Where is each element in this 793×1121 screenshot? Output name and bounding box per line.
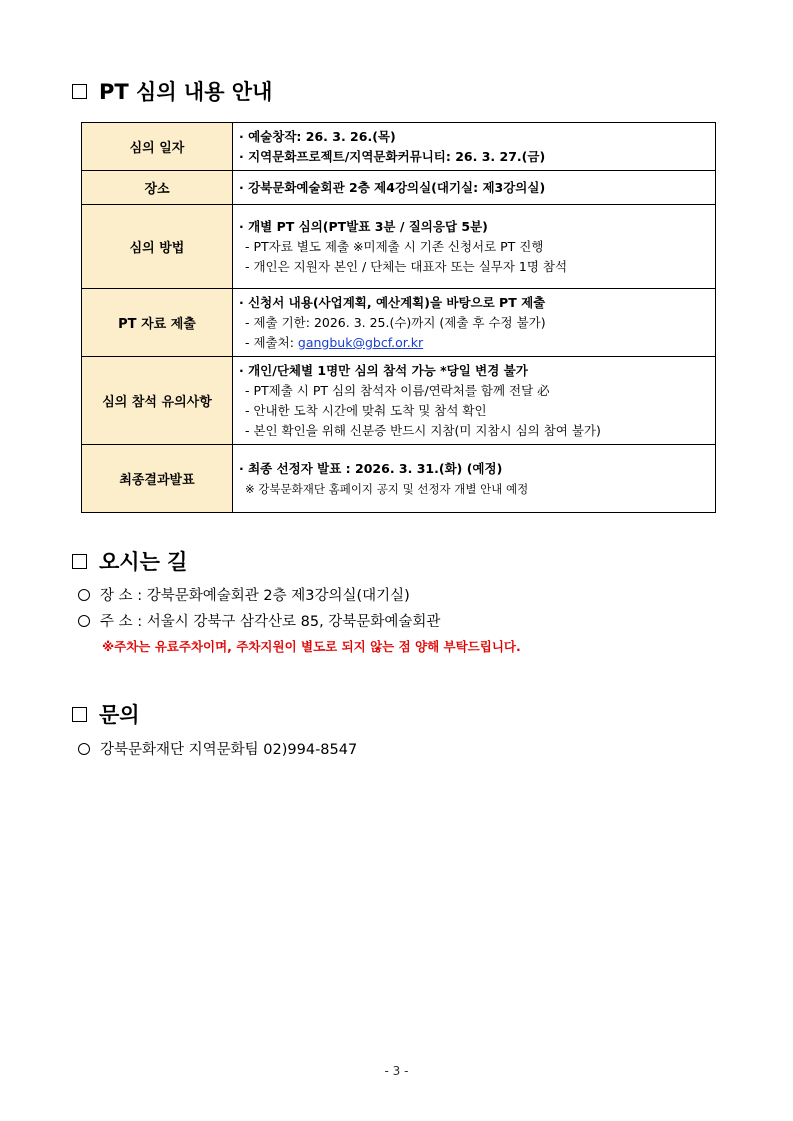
row-label: 장소 — [82, 171, 233, 205]
content-line: · 지역문화프로젝트/지역문화커뮤니티: 26. 3. 27.(금) — [239, 149, 546, 164]
content-line: ※ 강북문화재단 홈페이지 공지 및 선정자 개별 안내 예정 — [245, 482, 529, 496]
email-prefix: - 제출처: — [245, 335, 298, 350]
contact-line — [78, 738, 357, 759]
parking-notice: ※주차는 유료주차이며, 주차지원이 별도로 되지 않는 점 양해 부탁드립니다. — [102, 639, 521, 654]
content-line: - 본인 확인을 위해 신분증 반드시 지참(미 지참시 심의 참여 불가) — [245, 423, 601, 438]
content-line: - PT제출 시 PT 심의 참석자 이름/연락처를 함께 전달 必 — [245, 383, 550, 398]
page-number: - 3 - — [384, 1064, 409, 1078]
content-line: · 개인/단체별 1명만 심의 참석 가능 *당일 변경 불가 — [239, 363, 528, 378]
checkbox-icon — [72, 707, 87, 722]
content-line — [239, 333, 709, 353]
row-label: 심의 참석 유의사항 — [82, 357, 233, 445]
content-line: · 강북문화예술회관 2층 제4강의실(대기실: 제3강의실) — [239, 180, 546, 195]
row-content — [233, 445, 716, 513]
directions-address — [78, 610, 440, 631]
circle-bullet-icon — [78, 743, 90, 755]
section-title: 오시는 길 — [99, 550, 188, 574]
checkbox-icon — [72, 554, 87, 569]
table-row — [82, 357, 716, 445]
row-content — [233, 205, 716, 289]
directions-place — [78, 584, 410, 605]
row-content — [233, 289, 716, 357]
content-line: · 최종 선정자 발표 : 2026. 3. 31.(화) (예정) — [239, 461, 503, 476]
row-label: 심의 일자 — [82, 123, 233, 171]
content-line: · 예술창작: 26. 3. 26.(목) — [239, 129, 396, 144]
row-content — [233, 171, 716, 205]
email-link[interactable]: gangbuk@gbcf.or.kr — [297, 335, 424, 350]
row-label: 심의 방법 — [82, 205, 233, 289]
content-line: - 개인은 지원자 본인 / 단체는 대표자 또는 실무자 1명 참석 — [245, 259, 568, 274]
content-line: - PT자료 별도 제출 ※미제출 시 기존 신청서로 PT 진행 — [245, 239, 544, 254]
table-row — [82, 123, 716, 171]
table-row — [82, 205, 716, 289]
place-text: 장 소 : 강북문화예술회관 2층 제3강의실(대기실) — [100, 588, 410, 604]
content-line: - 안내한 도착 시간에 맞춰 도착 및 참석 확인 — [245, 403, 487, 418]
section-title: PT 심의 내용 안내 — [99, 80, 273, 104]
review-info-table — [81, 122, 716, 513]
table-row — [82, 171, 716, 205]
address-text: 주 소 : 서울시 강북구 삼각산로 85, 강북문화예술회관 — [100, 614, 441, 630]
content-line: · 개별 PT 심의(PT발표 3분 / 질의응답 5분) — [239, 219, 488, 234]
row-content — [233, 123, 716, 171]
row-content — [233, 357, 716, 445]
contact-text: 강북문화재단 지역문화팀 02)994-8547 — [100, 742, 358, 758]
checkbox-icon — [72, 84, 87, 99]
section-title: 문의 — [99, 703, 140, 727]
circle-bullet-icon — [78, 615, 90, 627]
content-line: · 신청서 내용(사업계획, 예산계획)을 바탕으로 PT 제출 — [239, 295, 546, 310]
table-row — [82, 445, 716, 513]
section-heading-review — [72, 76, 272, 106]
content-line: - 제출 기한: 2026. 3. 25.(수)까지 (제출 후 수정 불가) — [245, 315, 546, 330]
section-heading-directions — [72, 546, 187, 576]
circle-bullet-icon — [78, 589, 90, 601]
table-row — [82, 289, 716, 357]
row-label: 최종결과발표 — [82, 445, 233, 513]
section-heading-contact — [72, 699, 140, 729]
row-label: PT 자료 제출 — [82, 289, 233, 357]
